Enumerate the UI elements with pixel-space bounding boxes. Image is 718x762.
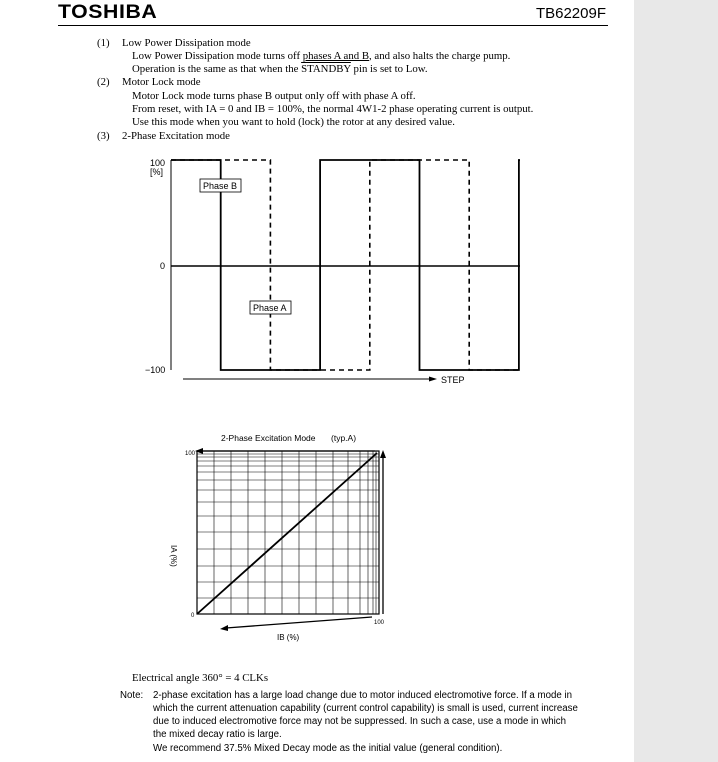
y-tick-neg100: −100 xyxy=(145,365,166,375)
note-line-5: We recommend 37.5% Mixed Decay mode as the initial value (general condition). xyxy=(153,743,503,754)
electrical-angle-caption: Electrical angle 360° = 4 CLKs xyxy=(132,672,269,684)
ia-ib-vector-line xyxy=(197,453,377,614)
vector-chart-title: 2-Phase Excitation Mode xyxy=(221,433,316,443)
ia-max-label: 100 xyxy=(185,451,196,457)
text-run: , and also halts the charge pump. xyxy=(369,50,511,62)
y-unit-label: [%] xyxy=(150,167,164,177)
section1-number: (1) xyxy=(97,37,110,49)
bottom-arrow-line xyxy=(226,617,372,628)
toshiba-logo: TOSHIBA xyxy=(58,2,158,23)
phase-b-label: Phase B xyxy=(203,181,238,191)
section2-title: Motor Lock mode xyxy=(122,76,201,88)
side-panel xyxy=(634,0,718,762)
note-line-2: which the current attenuation capability (current control capability) is small is used, current increase xyxy=(153,703,578,714)
section2-line2: From reset, with IA = 0 and IB = 100%, the normal 4W1-2 phase operating current is output. xyxy=(132,103,534,115)
phase-a-label: Phase A xyxy=(253,303,287,313)
note-line-3: due to induced electromotive force may not be suppressed. In such a case, use a mode in which xyxy=(153,716,567,727)
x-axis-label-step: STEP xyxy=(441,375,465,385)
section2-line1: Motor Lock mode turns phase B output only off with phase A off. xyxy=(132,90,416,102)
vector-chart-subtitle: (typ.A) xyxy=(331,433,357,443)
section2-line3: Use this mode when you want to hold (lock) the rotor at any desired value. xyxy=(132,116,455,128)
ib-max-label: 100 xyxy=(374,620,385,626)
section3-title: 2-Phase Excitation mode xyxy=(122,130,230,142)
section3-number: (3) xyxy=(97,130,110,142)
text-run-underlined: phases A and B xyxy=(302,50,370,62)
ia-axis-label: IA (%) xyxy=(169,545,178,567)
section1-title: Low Power Dissipation mode xyxy=(122,37,251,49)
ib-axis-label: IB (%) xyxy=(277,633,300,642)
doc-number: TB62209F xyxy=(535,5,606,22)
text-run: pin is set to Low. xyxy=(350,63,428,75)
note-label: Note: xyxy=(120,690,144,701)
y-tick-0: 0 xyxy=(160,261,166,271)
top-arrow-head xyxy=(195,448,203,454)
standby-pin-name: STANDBY xyxy=(301,63,351,75)
ia-zero-label: 0 xyxy=(191,613,195,619)
text-run: Low Power Dissipation mode turns off xyxy=(132,50,303,62)
note-line-1: 2-phase excitation has a large load change due to motor induced electromotive force. If a mode in xyxy=(153,690,572,701)
text-run: Operation is the same as that when the xyxy=(132,63,302,75)
section2-number: (2) xyxy=(97,76,110,88)
note-line-4: the mixed decay ratio is large. xyxy=(153,729,282,740)
bottom-arrow-head xyxy=(220,625,228,631)
right-arrow-head xyxy=(380,450,386,458)
y-tick-100: 100 xyxy=(150,158,166,168)
